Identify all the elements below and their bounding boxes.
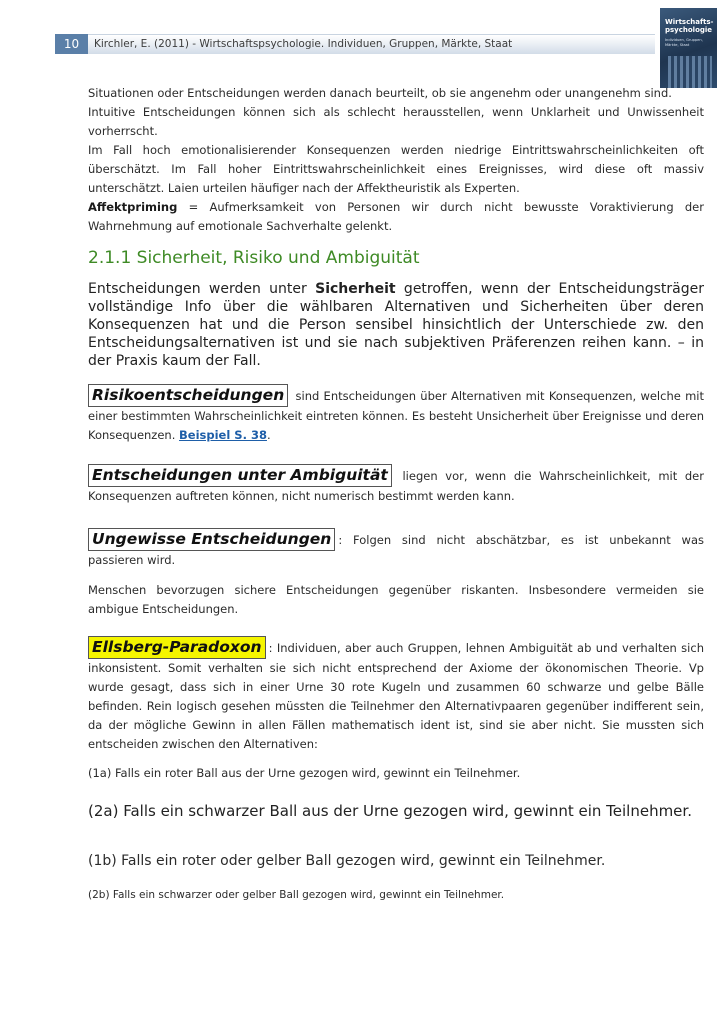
section-heading: 2.1.1 Sicherheit, Risiko und Ambiguität: [88, 248, 420, 268]
sicherheit-post: getroffen, wenn der Entscheidungsträger vollständige Info über die wählbaren Alternativen und Sicherheiten über deren Konsequenzen hat und die Person sensibel hinsichtlich der Unterschiede zw. den Entscheidungsalternativen ist und sie nach subjektiven Präferenzen reihen kann. – in der Praxis kaum der Fall.: [88, 281, 705, 369]
book-cover-image: [660, 8, 717, 88]
affektpriming-text: = Aufmerksamkeit von Personen wir durch nicht bewusste Voraktivierung der Wahrnehmung auf emotionale Sachverhalte gelenkt.: [88, 200, 704, 233]
ambiguitaet-term: Entscheidungen unter Ambiguität: [88, 464, 392, 487]
alternative-1a: (1a) Falls ein roter Ball aus der Urne gezogen wird, gewinnt ein Teilnehmer.: [88, 766, 521, 780]
sicherheit-pre: Entscheidungen werden unter: [88, 281, 316, 297]
ungewisse-term: Ungewisse Entscheidungen: [88, 528, 335, 551]
risiko-term: Risikoentscheidungen: [88, 384, 288, 407]
ungewisse-text: : Folgen sind nicht abschätzbar, es ist unbekannt was passieren wird.: [88, 533, 704, 567]
page-number: 10: [55, 34, 88, 54]
ellsberg-term: Ellsberg-Paradoxon: [88, 636, 266, 659]
ellsberg-paragraph: [88, 636, 704, 754]
cover-subtitle: Individuen, Gruppen, Märkte, Staat: [665, 38, 703, 47]
menschen-paragraph: Menschen bevorzugen sichere Entscheidungen gegenüber riskanten. Insbesondere vermeiden sie ambigue Entscheidungen.: [88, 583, 704, 616]
ungewisse-paragraph: [88, 528, 704, 570]
ellsberg-text: : Individuen, aber auch Gruppen, lehnen Ambiguität ab und verhalten sich inkonsistent. Somit verhalten sie sich nicht entsprechend der Axiome der ökonomischen Theorie. Vp wurde gesagt, dass sich in einer Urne 30 rote Kugeln und zusammen 60 schwarze und gelbe Bälle befinden. Rein logisch gesehen müssten die Teilnehmer den Alternativpaaren gegenüber indifferent sein, da der mögliche Gewinn in allen Fällen mathematisch ident ist, sind sie aber nicht. Sie mussten sich entscheiden zwischen den Alternativen:: [88, 641, 704, 751]
intro-line-1: Situationen oder Entscheidungen werden danach beurteilt, ob sie angenehm oder unangenehm sind.: [88, 86, 672, 100]
intro-line-3: Im Fall hoch emotionalisierender Konsequenzen werden niedrige Eintrittswahrscheinlichkeiten oft überschätzt. Im Fall hoher Eintrittswahrscheinlichkeit eines Ereignisses, wird diese oft massiv unterschätzt. Laien urteilen häufiger nach der Affektheuristik als Experten.: [88, 143, 704, 195]
alternative-2a: (2a) Falls ein schwarzer Ball aus der Urne gezogen wird, gewinnt ein Teilnehmer.: [88, 802, 692, 820]
running-title: Kirchler, E. (2011) - Wirtschaftspsychologie. Individuen, Gruppen, Märkte, Staat: [94, 38, 513, 50]
affektpriming-term: Affektpriming: [88, 200, 178, 214]
risiko-text: sind Entscheidungen über Alternativen mit Konsequenzen, welche mit einer bestimmten Wahrscheinlichkeit eintreten können. Es besteht Unsicherheit über Ereignisse und deren Konsequenzen.: [88, 389, 704, 442]
risiko-paragraph: [88, 384, 704, 445]
intro-line-2: Intuitive Entscheidungen können sich als schlecht herausstellen, wenn Unklarheit und Unwissenheit vorherrscht.: [88, 105, 704, 138]
ambiguitaet-paragraph: [88, 464, 704, 506]
cover-title: Wirtschafts-psychologie: [665, 18, 714, 34]
alternative-2b: (2b) Falls ein schwarzer oder gelber Ball gezogen wird, gewinnt ein Teilnehmer.: [88, 889, 505, 901]
alternative-1b: (1b) Falls ein roter oder gelber Ball gezogen wird, gewinnt ein Teilnehmer.: [88, 853, 606, 869]
sicherheit-term: Sicherheit: [315, 281, 396, 297]
affektpriming-paragraph: [88, 198, 704, 236]
sicherheit-paragraph: [88, 280, 704, 370]
risiko-end: .: [266, 428, 271, 442]
beispiel-link[interactable]: Beispiel S. 38: [179, 428, 267, 442]
ambiguitaet-text: liegen vor, wenn die Wahrscheinlichkeit, mit der Konsequenzen auftreten können, nicht numerisch bestimmt werden kann.: [88, 469, 704, 503]
